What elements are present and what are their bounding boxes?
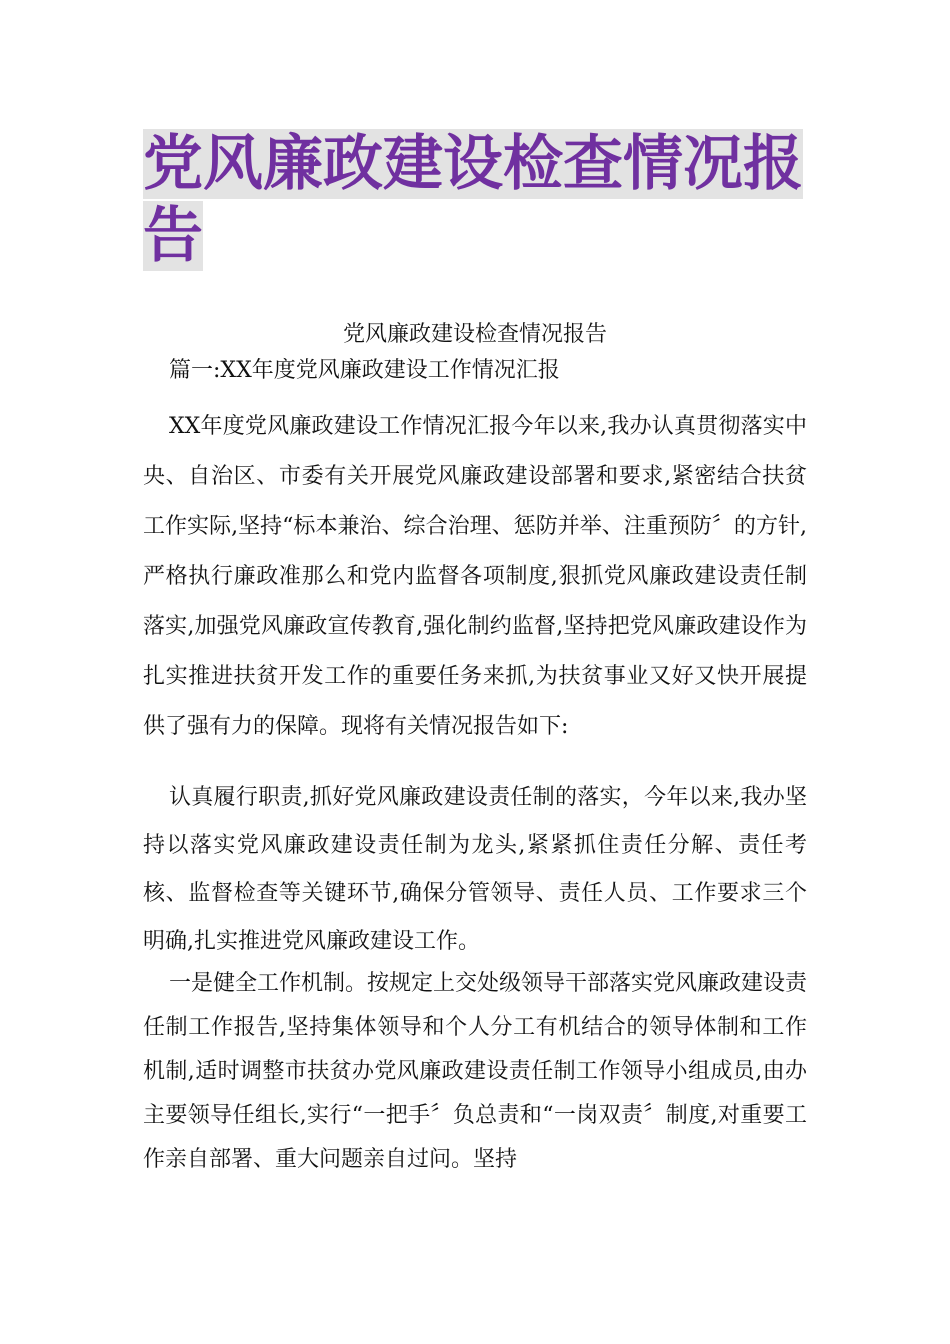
- body-paragraph-2: 认真履行职责,抓好党风廉政建设责任制的落实，今年以来,我办坚持以落实党风廉政建设责任制为龙头,紧紧抓住责任分解、责任考核、监督检查等关键环节,确保分管领导、责任人员、工作要求三个明确,扎实推进党风廉政建设工作。: [143, 785, 807, 954]
- document-title-text: 党风廉政建设检查情况报告: [143, 129, 803, 271]
- document-subtitle: 党风廉政建设检查情况报告: [342, 322, 607, 347]
- body-paragraph-3: 一是健全工作机制。按规定上交处级领导干部落实党风廉政建设责任制工作报告,坚持集体领导和个人分工有机结合的领导体制和工作机制,适时调整市扶贫办党风廉政建设责任制工作领导小组成员,由办主要领导任组长,实行“一把手〞负总责和“一岗双责〞制度,对重要工作亲自部署、重大问题亲自过问。坚持: [143, 971, 808, 1172]
- document-title: [143, 128, 823, 272]
- section-heading: 篇一:XX年度党风廉政建设工作情况汇报: [169, 358, 560, 383]
- body-paragraph-1: XX年度党风廉政建设工作情况汇报今年以来,我办认真贯彻落实中央、自治区、市委有关开展党风廉政建设部署和要求,紧密结合扶贫工作实际,坚持“标本兼治、综合治理、惩防并举、注重预防〞的方针,严格执行廉政准那么和党内监督各项制度,狠抓党风廉政建设责任制落实,加强党风廉政宣传教育,强化制约监督,坚持把党风廉政建设作为扎实推进扶贫开发工作的重要任务来抓,为扶贫事业又好又快开展提供了强有力的保障。现将有关情况报告如下:: [143, 414, 807, 739]
